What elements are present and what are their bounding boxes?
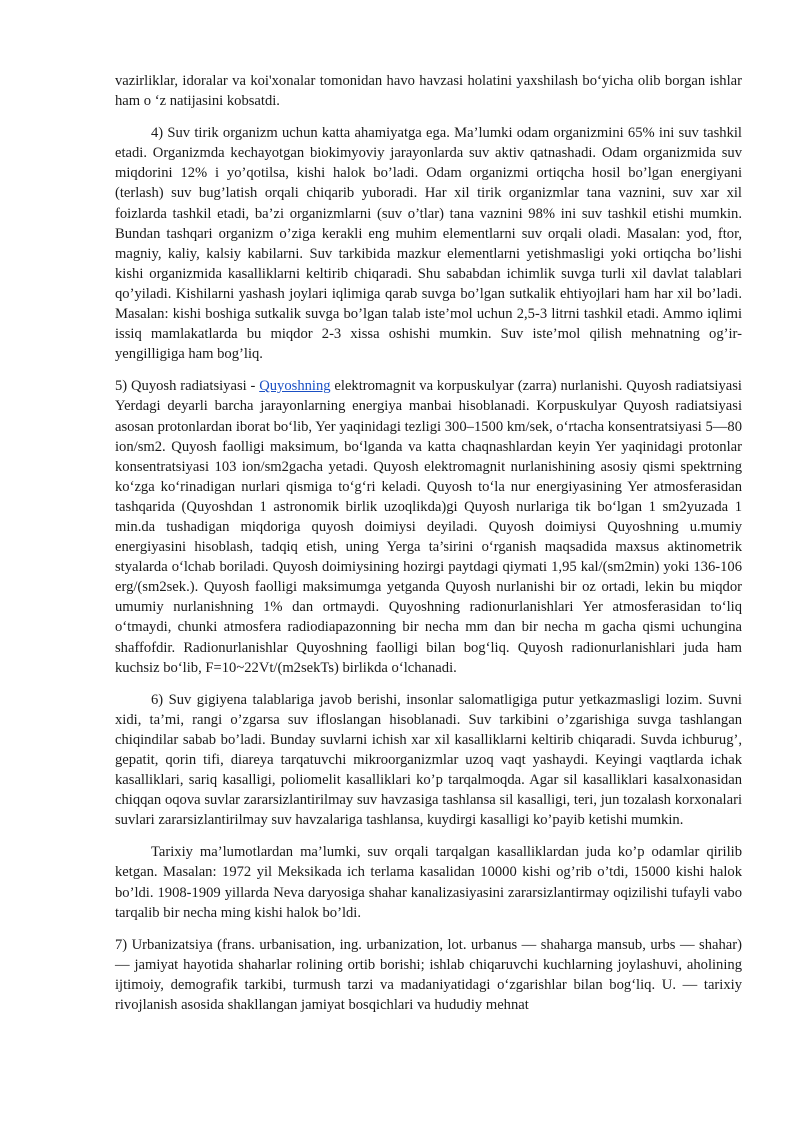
paragraph-water-importance: 4) Suv tirik organizm uchun katta ahamiyatga ega. Ma’lumki odam organizmini 65% ini suv tashkil etadi. Organizmda kechayotgan biokimyoviy jarayonlarda suv aktiv qatnashadi. Odam organizmida suv miqdorini 12% i yo’qotilsa, kishi halok bo’ladi. Odam organizmi ortiqcha hosil bo’lgan energiyani (terlash) suv bug’latish orqali chiqarib yuboradi. Har xil tirik organizmlar tana vaznini, suv xar xil foizlarda tashkil etadi, ba’zi organizmlarni (suv o’tlar) tana vaznini 98% ini suv tashkil etishi mumkin. Bundan tashqari organizm o’ziga kerakli eng muhim elementlarni suv orqali oladi. Masalan: yod, ftor, magniy, kaliy, kalsiy kabilarni. Suv tarkibida mazkur elementlarni yetishmasligi yoki ortiqcha bo’lishi kishi organizmida kasalliklarni keltirib chiqaradi. Shu sababdan ichimlik suvga turli xil davlat talablari qo’yiladi. Kishilarni yashash joylari iqlimiga qarab suvga bo’lgan sutkalik ehtiyojlari ham har xil bo’ladi. Masalan: kishi boshiga sutkalik suvga bo’lgan talab iste’mol uchun 2,5-3 litrni tashkil etadi. Ammo iqlimi issiq mamlakatlarda bu miqdor 2-3 xissa oshishi mumkin. Suv iste’mol qilish mehnatning og’ir-yengilligiga ham bog’liq. [115, 125, 742, 363]
solar-radiation-body: elektromagnit va korpuskulyar (zarra) nurlanishi. Quyosh radiatsiyasi Yerdagi deyarli barcha jarayonlarning energiya manbai hisoblanadi. Korpuskulyar Quyosh radiatsiyasi asosan protonlardan iborat bo‘lib, Yer yaqinidagi tezligi 300–1500 km/sek, o‘rtacha konsentratsiyasi 5—80 ion/sm2. Quyosh faolligi maksimum, bo‘lganda va katta chaqnashlardan keyin Yer yaqinidagi protonlar konsentratsiyasi 103 ion/sm2gacha yetadi. Quyosh elektromagnit nurlanishining asosiy qismi spektrning ko‘zga ko‘rinadigan nurlari qismiga to‘g‘ri keladi. Quyosh to‘la nur energiyasining Yer atmosferasidan tashqarida (Quyoshdan 1 astronomik birlik uzoqlikda)gi Quyosh nurlariga tik bo‘lgan 1 sm2yuzada 1 min.da tushadigan miqdoriga quyosh doimiysi deyiladi. Quyosh doimiysi Quyoshning u.mumiy energiyasini hisoblash, tadqiq etish, uning Yerga ta’sirini o‘rganish maqsadida maxsus aktinometrik styalarda o‘lchab boriladi. Quyosh doimiysining hozirgi paytdagi qiymati 1,95 kal/(sm2min) yoki 136-106 erg/(sm2sek.). Quyosh faolligi maksimumga yetganda Quyosh nurlanishi bir oz ortadi, lekin bu miqdor umumiy nurlanishning 1% dan ortmaydi. Quyoshning radionurlanishlari Yer atmosferasidan to‘liq o‘tmaydi, chunki atmosfera radiodiapazonning bir necha mm dan bir necha m gacha qismi uchungina shaffofdir. Radionurlanishlar Quyoshning faolligi bilan bog‘liq. Quyosh radionurlanishlari juda ham kuchsiz bo‘lib, F=10~22Vt/(m2sekTs) birlikda o‘lchanadi. [115, 378, 742, 676]
paragraph-historical-data: Tarixiy ma’lumotlardan ma’lumki, suv orqali tarqalgan kasalliklardan juda ko’p odamlar qirilib ketgan. Masalan: 1972 yil Meksikada ich terlama kasalidan 10000 kishi og’rib o’tdi, 15000 kishi halok bo’ldi. 1908-1909 yillarda Neva daryosiga shahar kanalizasiyasini zararsizlantirmay oqizilishi tufayli vabo tarqalib bir necha ming kishi halok bo’ldi. [115, 844, 742, 921]
paragraph-urbanization: 7) Urbanizatsiya (frans. urbanisation, ing. urbanization, lot. urbanus — shaharga mansub, urbs — shahar) — jamiyat hayotida shaharlar rolining ortib borishi; ishlab chiqaruvchi kuchlarning joylashuvi, aholining ijtimoiy, demografik tarkibi, turmush tarzi va madaniyatidagi o‘zgarishlar bilan bog‘liq. U. — tarixiy rivojlanish asosida shakllangan jamiyat bosqichlari va hududiy mehnat [115, 936, 742, 1014]
document-page [115, 71, 742, 1027]
quyoshning-link[interactable]: Quyoshning [259, 378, 331, 395]
solar-radiation-intro: 5) Quyosh radiatsiyasi - [115, 378, 260, 395]
paragraph-solar-radiation [115, 376, 742, 677]
paragraph-air-basin-continuation: vazirliklar, idoralar va koi'xonalar tomonidan havo havzasi holatini yaxshilash bo‘yicha olib borgan ishlar ham o ‘z natijasini kobsatdi. [115, 73, 742, 110]
paragraph-water-hygiene: 6) Suv gigiyena talablariga javob berishi, insonlar salomatligiga putur yetkazmasligi lozim. Suvni xidi, ta’mi, rangi o’zgarsa suv ifloslangan hisoblanadi. Suv tarkibini o’zgarishiga suvga tashlangan chiqindilar sabab bo’ladi. Bunday suvlarni ichish xar xil kasalliklarni keltirib chiqaradi. Suvda ichburug’, gepatit, qorin tifi, diareya tarqatuvchi mikroorganizmlar uzoq vaqt yashaydi. Keyingi vaqtlarda ichak kasalliklari, sariq kasalligi, poliomelit kasalliklari ko’p tarqalmoqda. Agar sil kasalliklari kasalxonasidan chiqqan oqova suvlar zararsizlantirilmay suv havzasiga tashlansa sil kasalligi, teri, jun tozalash korxonalari suvlari zararsizlantirilmay suv havzalariga tashlansa, kuydirgi kasalligi ko’payib ketishi mumkin. [115, 691, 742, 829]
